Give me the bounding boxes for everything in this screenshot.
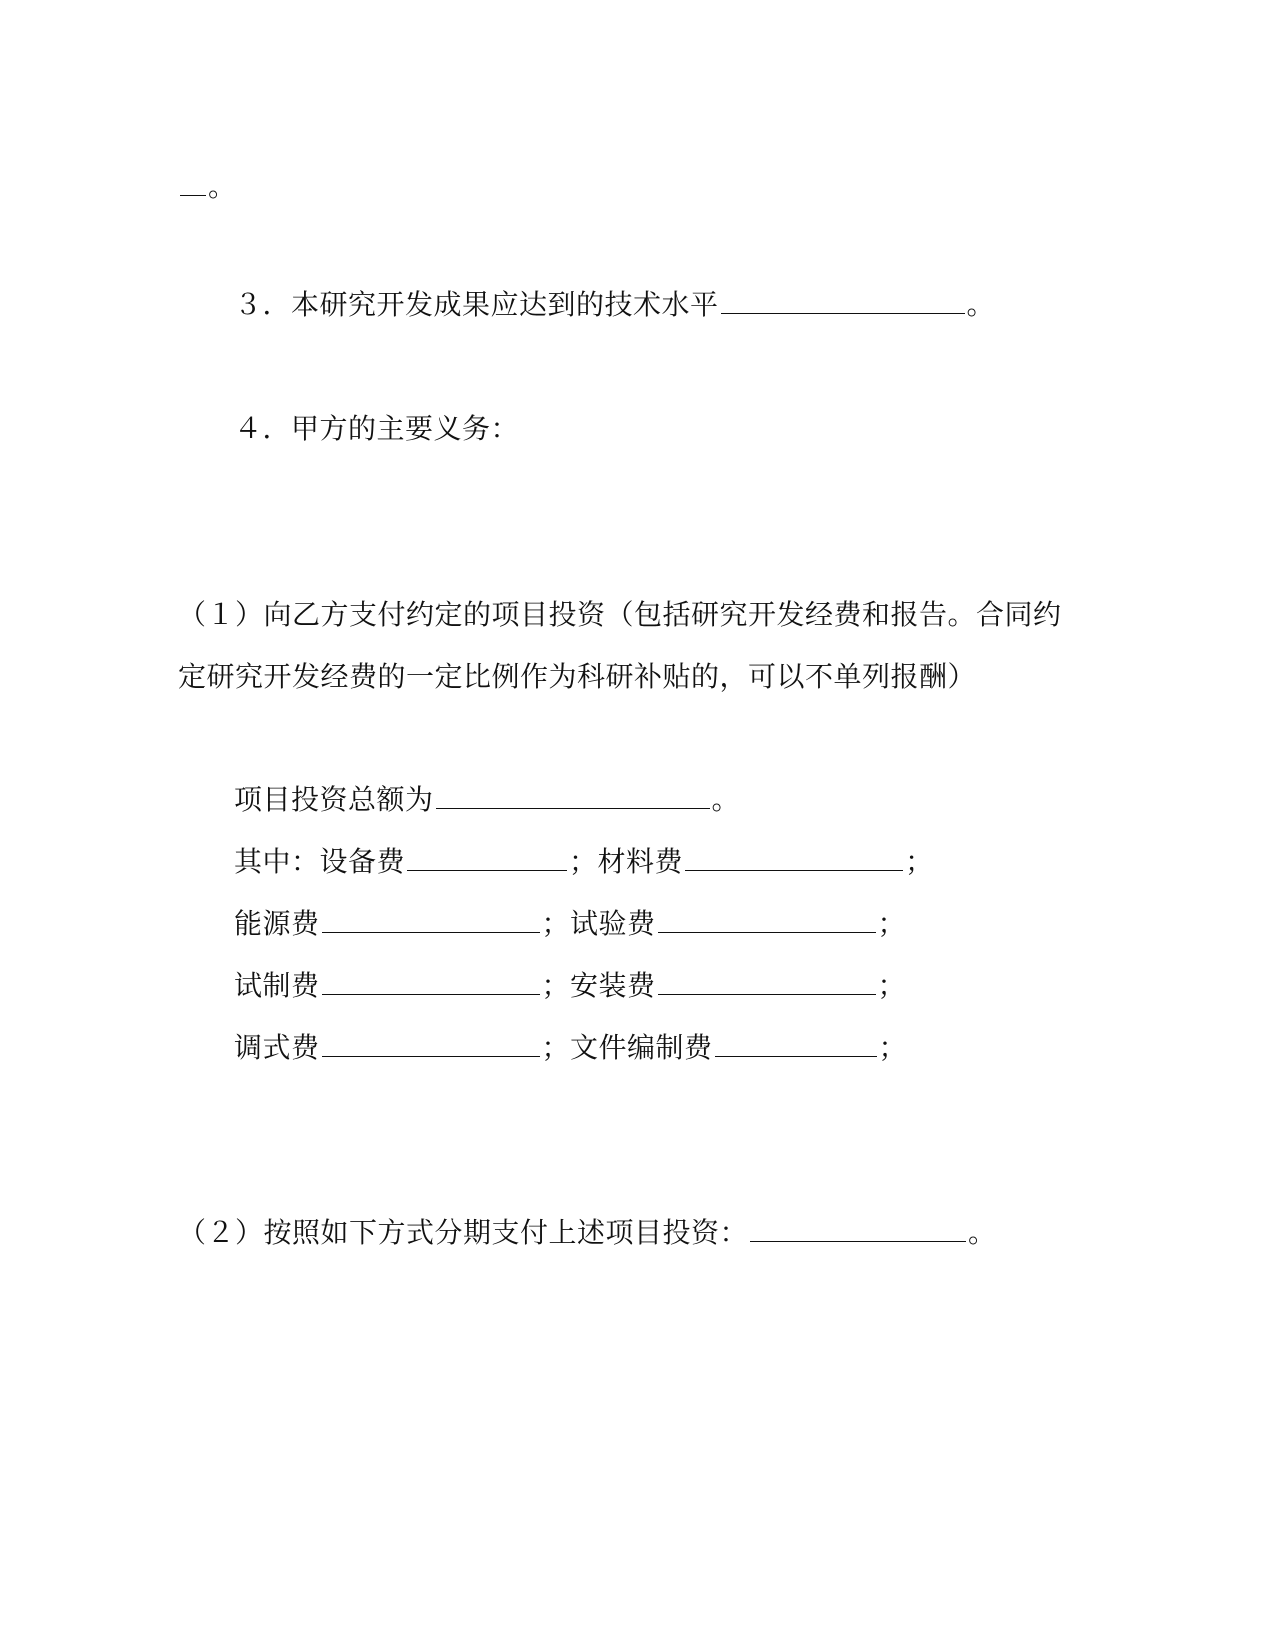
sub-item-1-text-1: （１）向乙方支付约定的项目投资（包括研究开发经费和报告。合同约: [178, 598, 1062, 631]
separator: ；: [541, 969, 571, 1002]
separator: ；: [541, 1031, 571, 1064]
fees-row-1: [234, 845, 934, 879]
sub-item-2: [178, 1216, 997, 1250]
separator: ；: [877, 969, 907, 1002]
period: 。: [966, 288, 996, 321]
separator: ；: [878, 1031, 908, 1064]
energy-label: 能源费: [234, 907, 320, 940]
item-3: [234, 288, 995, 322]
item-4: [234, 412, 519, 446]
sub-item-1-line-1: [178, 598, 1062, 632]
total-blank[interactable]: [436, 784, 710, 809]
docs-label: 文件编制费: [570, 1031, 713, 1064]
materials-label: 材料费: [597, 845, 684, 878]
install-label: 安装费: [570, 969, 656, 1002]
fees-row-3: [234, 969, 906, 1003]
fees-row-2: [234, 907, 906, 941]
docs-blank[interactable]: [715, 1032, 877, 1057]
separator: ；: [569, 845, 598, 878]
total-label: 项目投资总额为: [234, 783, 434, 816]
sub-item-2-text: （２）按照如下方式分期支付上述项目投资：: [178, 1216, 749, 1249]
period: 。: [968, 1216, 997, 1249]
equipment-blank[interactable]: [407, 846, 567, 871]
tech-level-blank[interactable]: [721, 289, 965, 314]
install-blank[interactable]: [658, 970, 876, 995]
trial-label: 试制费: [234, 969, 320, 1002]
separator: ；: [905, 845, 934, 878]
separator: ；: [541, 907, 571, 940]
continuation-line: [178, 170, 237, 204]
total-investment-line: [234, 783, 740, 817]
fees-row-4: [234, 1031, 907, 1065]
item-4-text: ４．甲方的主要义务：: [234, 412, 520, 445]
materials-blank[interactable]: [685, 846, 903, 871]
testing-label: 试验费: [570, 907, 656, 940]
item-3-text: ３．本研究开发成果应达到的技术水平: [234, 288, 719, 321]
period: 。: [208, 170, 237, 203]
sub-item-1-line-2: [178, 660, 976, 694]
debug-label: 调式费: [234, 1031, 320, 1064]
fees-prefix: 其中：: [234, 845, 320, 878]
debug-blank[interactable]: [322, 1032, 540, 1057]
equipment-label: 设备费: [319, 845, 406, 878]
sub-item-1-text-2: 定研究开发经费的一定比例作为科研补贴的，可以不单列报酬）: [178, 660, 977, 693]
period: 。: [711, 783, 741, 816]
blank-field[interactable]: [180, 171, 206, 196]
energy-blank[interactable]: [322, 908, 540, 933]
separator: ；: [877, 907, 907, 940]
trial-blank[interactable]: [322, 970, 540, 995]
payment-method-blank[interactable]: [750, 1217, 966, 1242]
testing-blank[interactable]: [658, 908, 876, 933]
